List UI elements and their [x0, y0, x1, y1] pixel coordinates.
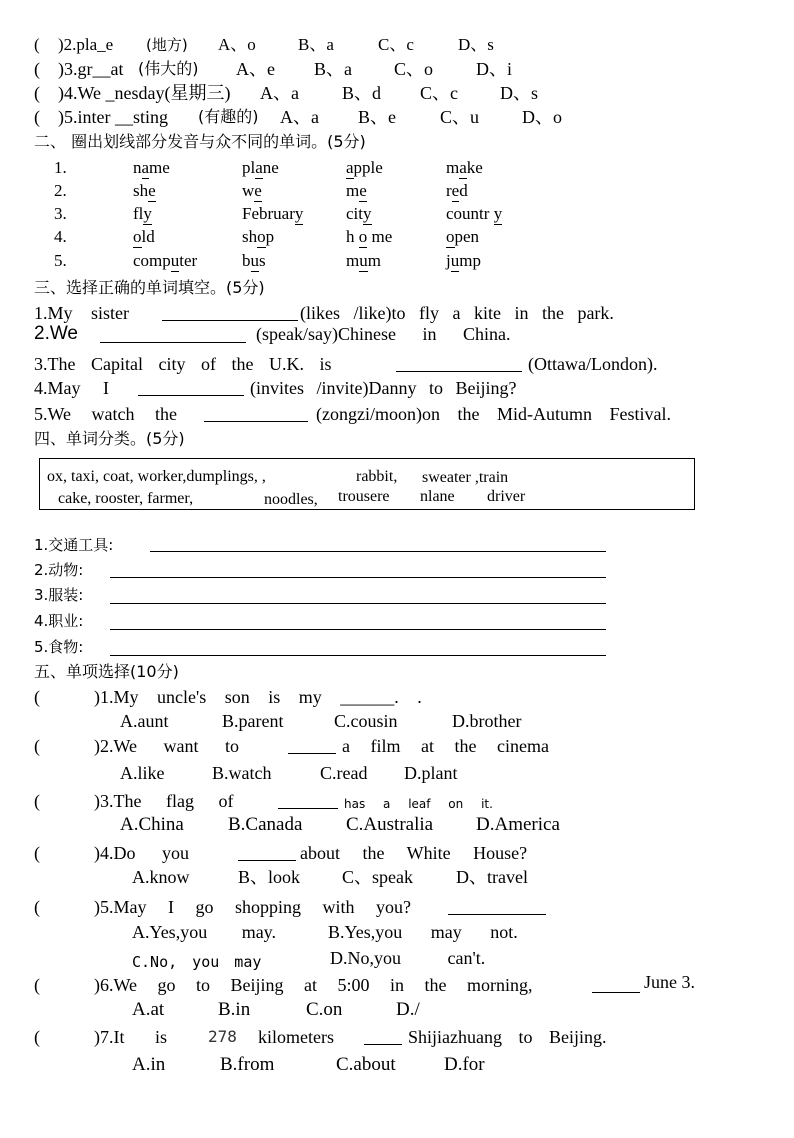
option-d: D、s [458, 35, 494, 54]
answer-blank[interactable] [278, 792, 338, 809]
fill-item-text: (invites /invite)Danny to Beijing? [250, 378, 517, 398]
phonics-word[interactable] [446, 204, 502, 225]
phonics-word[interactable] [133, 181, 156, 202]
row-number: 5. [54, 251, 67, 270]
word-part: s [259, 251, 266, 270]
option-a: A、a [260, 83, 299, 103]
question-text: )2.We want to [94, 736, 240, 756]
option-c: C.on [306, 999, 343, 1020]
option-b: B、a [314, 59, 352, 79]
phonics-word[interactable] [346, 204, 372, 225]
word-part: j [446, 251, 451, 270]
question-text: )2.pla_e [58, 35, 114, 54]
answer-paren[interactable]: ( [34, 791, 40, 811]
answer-paren[interactable]: ( [34, 1027, 40, 1047]
word-part: pen [454, 227, 480, 246]
word-part: m [346, 251, 360, 270]
category-transport-label: 1.交通工具: [34, 536, 114, 554]
question-text: )3.gr__at [58, 59, 124, 79]
underlined-letter: e [359, 181, 367, 200]
answer-blank[interactable] [138, 379, 244, 396]
phonics-word[interactable] [446, 227, 479, 248]
answer-blank[interactable] [592, 976, 640, 993]
option-d: D、i [476, 59, 512, 79]
row-number: 1. [54, 158, 67, 177]
word-part: fl [133, 204, 144, 223]
option-c: C.Australia [346, 814, 434, 835]
underlined-letter: e [254, 181, 262, 200]
fill-item-text: 5.We watch the [34, 404, 178, 424]
word-part: countr [446, 204, 494, 223]
question-text: )1.My uncle's son is my ______. . [94, 687, 422, 707]
underlined-letter: a [459, 158, 467, 177]
answer-paren[interactable]: ( [34, 107, 40, 127]
hint-text: (地方) [146, 36, 188, 54]
answer-blank[interactable] [162, 304, 298, 321]
answer-blank[interactable] [396, 355, 522, 372]
underlined-letter: e [148, 181, 156, 200]
word-part: m [346, 181, 360, 200]
option-c: C.cousin [334, 711, 398, 731]
category-food-label: 5.食物: [34, 638, 84, 656]
option-b: B.parent [222, 711, 284, 731]
phonics-word[interactable] [446, 181, 468, 202]
option-b: B、a [298, 35, 334, 54]
answer-blank[interactable] [448, 898, 546, 915]
underlined-letter: e [451, 181, 460, 200]
word-part: mp [459, 251, 481, 270]
word-part: sh [242, 227, 258, 246]
category-animals-label: 2.动物: [34, 561, 84, 579]
underlined-letter: y [493, 204, 503, 223]
word-bank-text: driver [487, 488, 526, 505]
word-bank-text: nlane [420, 488, 455, 505]
question-text: )3.The flag of [94, 791, 234, 811]
option-b: B.Yes,you may not. [328, 922, 518, 942]
phonics-word[interactable] [133, 227, 155, 248]
category-animals-line[interactable] [110, 577, 606, 578]
option-c: C、speak [342, 867, 413, 887]
row-number: 2. [54, 181, 67, 200]
question-text: June 3. [644, 972, 695, 992]
answer-blank[interactable] [238, 844, 296, 861]
phonics-word[interactable] [242, 158, 279, 179]
fill-item-text: (Ottawa/London). [528, 354, 658, 374]
phonics-word[interactable] [346, 227, 392, 248]
fill-item-text: 1.My sister [34, 303, 129, 323]
underlined-letter: a [346, 158, 354, 177]
option-c: C、c [378, 35, 414, 54]
phonics-word[interactable] [242, 204, 303, 225]
underlined-letter: o [133, 227, 142, 246]
question-text: )4.We _nesday(星期三) [58, 83, 231, 103]
answer-paren[interactable]: ( [34, 736, 40, 756]
option-b: B.Canada [228, 814, 303, 835]
underlined-letter: y [294, 204, 304, 223]
question-text: )5.inter __sting [58, 107, 168, 127]
answer-blank[interactable] [100, 326, 246, 343]
option-c: C.about [336, 1054, 396, 1075]
phonics-word[interactable] [242, 251, 266, 272]
hint-text: (有趣的) [198, 107, 259, 126]
word-bank-text: trousere [338, 488, 390, 505]
word-part: sh [133, 181, 149, 200]
word-part: r [446, 181, 452, 200]
word-part: ld [141, 227, 155, 246]
word-part: me [367, 227, 393, 246]
underlined-letter: u [170, 251, 180, 270]
row-number: 3. [54, 204, 67, 223]
category-transport-line[interactable] [150, 551, 606, 552]
word-bank-text: cake, rooster, farmer, [58, 490, 194, 507]
category-food-line[interactable] [110, 655, 606, 656]
section-3-title: 三、选择正确的单词填空。(5分) [34, 278, 265, 297]
underlined-letter: u [359, 251, 368, 270]
option-a: A.aunt [120, 711, 169, 731]
option-a: A、o [218, 35, 256, 54]
word-part: ter [179, 251, 198, 270]
word-part: m [367, 251, 381, 270]
word-bank-text: rabbit, [356, 468, 398, 485]
option-d: D.for [444, 1054, 485, 1075]
option-a: A.like [120, 763, 165, 783]
fill-item-text: (zongzi/moon)on the Mid-Autumn Festival. [316, 404, 671, 424]
option-a: A、e [236, 59, 275, 79]
phonics-word[interactable] [242, 227, 274, 248]
option-d: D、s [500, 83, 539, 103]
section-4-title: 四、单词分类。(5分) [34, 429, 185, 448]
hint-text: (伟大的) [138, 59, 199, 78]
option-a: A、a [280, 107, 319, 127]
word-bank-text: ox, taxi, coat, worker,dumplings, , [47, 468, 266, 485]
option-a: A.at [132, 999, 165, 1020]
word-part: h [346, 227, 359, 246]
option-c: C、c [420, 83, 458, 103]
category-clothing-line[interactable] [110, 603, 606, 604]
underlined-letter: a [141, 158, 150, 177]
option-b: B、d [342, 83, 382, 103]
question-text: kilometers [258, 1027, 334, 1047]
phonics-word[interactable] [133, 158, 170, 179]
fill-item-text: (speak/say)Chinese in China. [256, 324, 511, 344]
option-c: C.No, you may [132, 953, 262, 971]
option-b: B.from [220, 1054, 275, 1075]
underlined-letter: y [143, 204, 152, 223]
answer-blank[interactable] [364, 1028, 402, 1045]
option-d: D.America [476, 814, 560, 835]
underlined-letter: o [358, 227, 368, 246]
answer-paren[interactable]: ( [34, 35, 40, 54]
answer-paren[interactable]: ( [34, 83, 40, 103]
answer-blank[interactable] [204, 405, 308, 422]
option-b: B、look [238, 867, 301, 887]
option-b: B、e [358, 107, 396, 127]
word-part: pl [242, 158, 256, 177]
question-text: has a leaf on it. [344, 797, 493, 811]
fill-item-text: (likes /like)to fly a kite in the park. [300, 303, 614, 323]
word-part: w [242, 181, 255, 200]
phonics-word[interactable] [446, 251, 481, 272]
option-d: D.plant [404, 763, 458, 783]
word-bank-text: sweater ,train [422, 469, 509, 486]
phonics-word[interactable] [346, 181, 367, 202]
fill-item-text: 2.We [34, 323, 79, 344]
question-text: )4.Do you [94, 843, 189, 863]
phonics-word[interactable] [133, 204, 152, 225]
option-b: B.in [218, 999, 251, 1020]
category-jobs-label: 4.职业: [34, 612, 84, 630]
question-text: )5.May I go shopping with you? [94, 897, 411, 917]
question-text: about the White House? [300, 843, 528, 863]
underlined-letter: u [250, 251, 259, 270]
word-part: b [242, 251, 251, 270]
phonics-word[interactable] [346, 158, 383, 179]
answer-paren[interactable]: ( [34, 975, 40, 995]
phonics-word[interactable] [242, 181, 262, 202]
word-part: n [133, 158, 142, 177]
word-part: me [149, 158, 170, 177]
option-d: D.brother [452, 711, 522, 731]
option-c: C、u [440, 107, 480, 127]
word-part: p [265, 227, 275, 246]
underlined-letter: y [363, 204, 372, 223]
underlined-letter: o [446, 227, 455, 246]
phonics-word[interactable] [346, 251, 381, 272]
fill-item-text: 4.May I [34, 378, 109, 398]
option-b: B.watch [212, 763, 272, 783]
category-clothing-label: 3.服装: [34, 586, 84, 604]
answer-paren[interactable]: ( [34, 59, 40, 79]
underlined-letter: o [257, 227, 266, 246]
word-bank-box [39, 458, 695, 510]
word-part: cit [346, 204, 363, 223]
word-part: pple [353, 158, 383, 177]
question-text: )7.It is [94, 1027, 167, 1047]
word-part: ne [262, 158, 279, 177]
question-text: Shijiazhuang to Beijing. [408, 1027, 607, 1047]
word-part: ke [466, 158, 483, 177]
word-part: d [459, 181, 468, 200]
answer-paren[interactable]: ( [34, 687, 40, 707]
question-text: )6.We go to Beijing at 5:00 in the morning, [94, 975, 533, 995]
section-5-title: 五、单项选择(10分) [34, 662, 179, 681]
word-part: comp [133, 251, 171, 270]
distance-number: 278 [208, 1027, 237, 1046]
word-part: m [446, 158, 460, 177]
option-a: A.know [132, 867, 190, 887]
option-a: A.in [132, 1054, 166, 1075]
question-text: a film at the cinema [342, 736, 549, 756]
section-2-title: 二、 圈出划线部分发音与众不同的单词。(5分) [34, 132, 366, 151]
row-number: 4. [54, 227, 67, 246]
option-a: A.Yes,you may. [132, 922, 277, 942]
option-d: D.No,you can't. [330, 948, 486, 968]
word-part: Februar [242, 204, 295, 223]
word-bank-text: noodles, [264, 491, 318, 508]
phonics-word[interactable] [133, 251, 197, 272]
option-c: C.read [320, 763, 368, 783]
fill-item-text: 3.The Capital city of the U.K. is [34, 354, 332, 374]
option-d: D./ [396, 999, 420, 1020]
answer-paren[interactable]: ( [34, 897, 40, 917]
phonics-word[interactable] [446, 158, 483, 179]
option-c: C、o [394, 59, 434, 79]
underlined-letter: u [450, 251, 460, 270]
underlined-letter: a [255, 158, 263, 177]
category-jobs-line[interactable] [110, 629, 606, 630]
option-a: A.China [120, 814, 184, 835]
option-d: D、travel [456, 867, 528, 887]
answer-paren[interactable]: ( [34, 843, 40, 863]
answer-blank[interactable] [288, 737, 336, 754]
option-d: D、o [522, 107, 562, 127]
